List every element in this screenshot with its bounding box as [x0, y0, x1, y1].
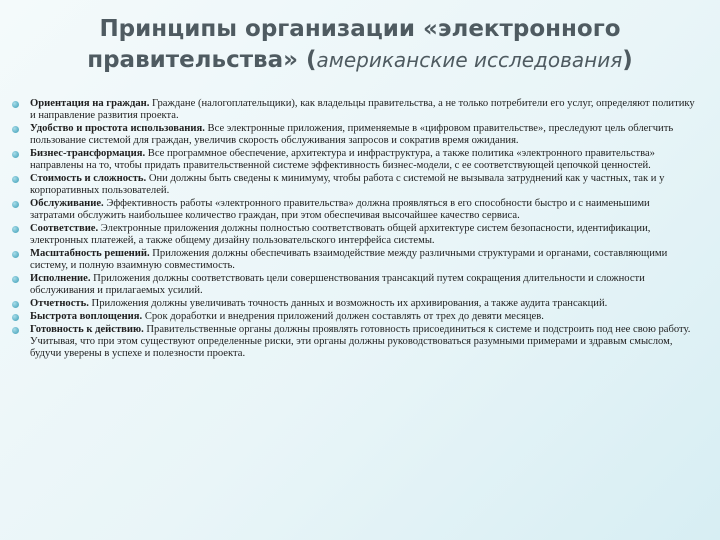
item-text: Приложения должны соответствовать цели совершенствования трансакций путем сокращения длительности и сложности обслуживания и прилагаемых усилий.	[30, 272, 645, 296]
bullet-icon	[12, 301, 19, 308]
item-term: Готовность к действию.	[30, 324, 144, 336]
item-text: Все электронные приложения, применяемые в «цифровом правительстве», преследуют цель облегчить пользование системой для граждан, увеличив скорость обслуживания запросов и сократив время ожидания.	[30, 122, 674, 146]
item-term: Стоимость и сложность.	[30, 172, 147, 184]
bullet-icon	[12, 176, 19, 183]
list-item	[12, 311, 696, 323]
item-text: Правительственные органы должны проявлять готовность присоединиться к системе и подстроить под нее свою работу. Учитывая, что при этом существуют определенные риски, эти органы должны руководствоваться разумными примерами и здравым смыслом, будучи уверены в успехе и полезности проекта.	[30, 324, 691, 359]
list-item	[12, 98, 696, 122]
item-text: Они должны быть сведены к минимуму, чтобы работа с системой не вызывала затруднений как у частных, так и у корпоративных пользователей.	[30, 172, 665, 196]
bullet-icon	[12, 101, 19, 108]
item-text: Электронные приложения должны полностью соответствовать общей архитектуре систем безопасности, идентификации, электронных платежей, а также общему дизайну пользовательского интерфейса системы.	[30, 222, 651, 246]
item-term: Соответствие.	[30, 222, 99, 234]
bullet-icon	[12, 276, 19, 283]
item-text: Приложения должны обеспечивать взаимодействие между различными структурами и органами, составляющими систему, и полную взаимную совместимость.	[30, 247, 668, 271]
bullet-icon	[12, 327, 19, 334]
list-item	[12, 248, 696, 272]
list-item	[12, 123, 696, 147]
list-item	[12, 148, 696, 172]
item-term: Масштабность решений.	[30, 247, 150, 259]
list-item	[12, 173, 696, 197]
list-item	[12, 298, 696, 310]
item-term: Исполнение.	[30, 272, 91, 284]
item-text: Срок доработки и внедрения приложений должен составлять от трех до девяти месяцев.	[142, 311, 544, 323]
item-text: Граждане (налогоплательщики), как владельцы правительства, а не только потребители его услуг, определяют политику и направление развития проекта.	[30, 98, 695, 121]
title-subtitle: американские исследования	[316, 48, 623, 72]
item-text: Приложения должны увеличивать точность данных и возможность их архивирования, а также аудита трансакций.	[88, 297, 608, 309]
bullet-icon	[12, 251, 19, 258]
item-term: Быстрота воплощения.	[30, 311, 143, 323]
principles-list	[12, 98, 696, 361]
item-term: Ориентация на граждан.	[30, 98, 150, 109]
list-item	[12, 273, 696, 297]
list-item	[12, 223, 696, 247]
list-item	[12, 324, 696, 359]
title-close-paren: )	[622, 47, 633, 73]
bullet-icon	[12, 226, 19, 233]
item-term: Отчетность.	[30, 297, 89, 309]
item-text: Эффективность работы «электронного правительства» должна проявляться в его способности быстро и с наименьшими затратами обслужить наибольшее количество граждан, при этом обеспечивая высочайшее качество сервиса.	[30, 197, 650, 221]
item-text: Все программное обеспечение, архитектура и инфраструктура, а также политика «электронного правительства» направлены на то, чтобы придать правительственной системе эффективность бизнес-модели, с ее соответствующей цепочкой ценностей.	[30, 147, 655, 171]
title-main: Принципы организации «электронного правительства» (	[87, 16, 621, 73]
bullet-icon	[12, 151, 19, 158]
list-item	[12, 198, 696, 222]
item-term: Обслуживание.	[30, 197, 104, 209]
bullet-icon	[12, 201, 19, 208]
item-term: Бизнес-трансформация.	[30, 147, 146, 159]
page-title	[20, 14, 700, 76]
item-term: Удобство и простота использования.	[30, 122, 205, 134]
bullet-icon	[12, 314, 19, 321]
bullet-icon	[12, 126, 19, 133]
